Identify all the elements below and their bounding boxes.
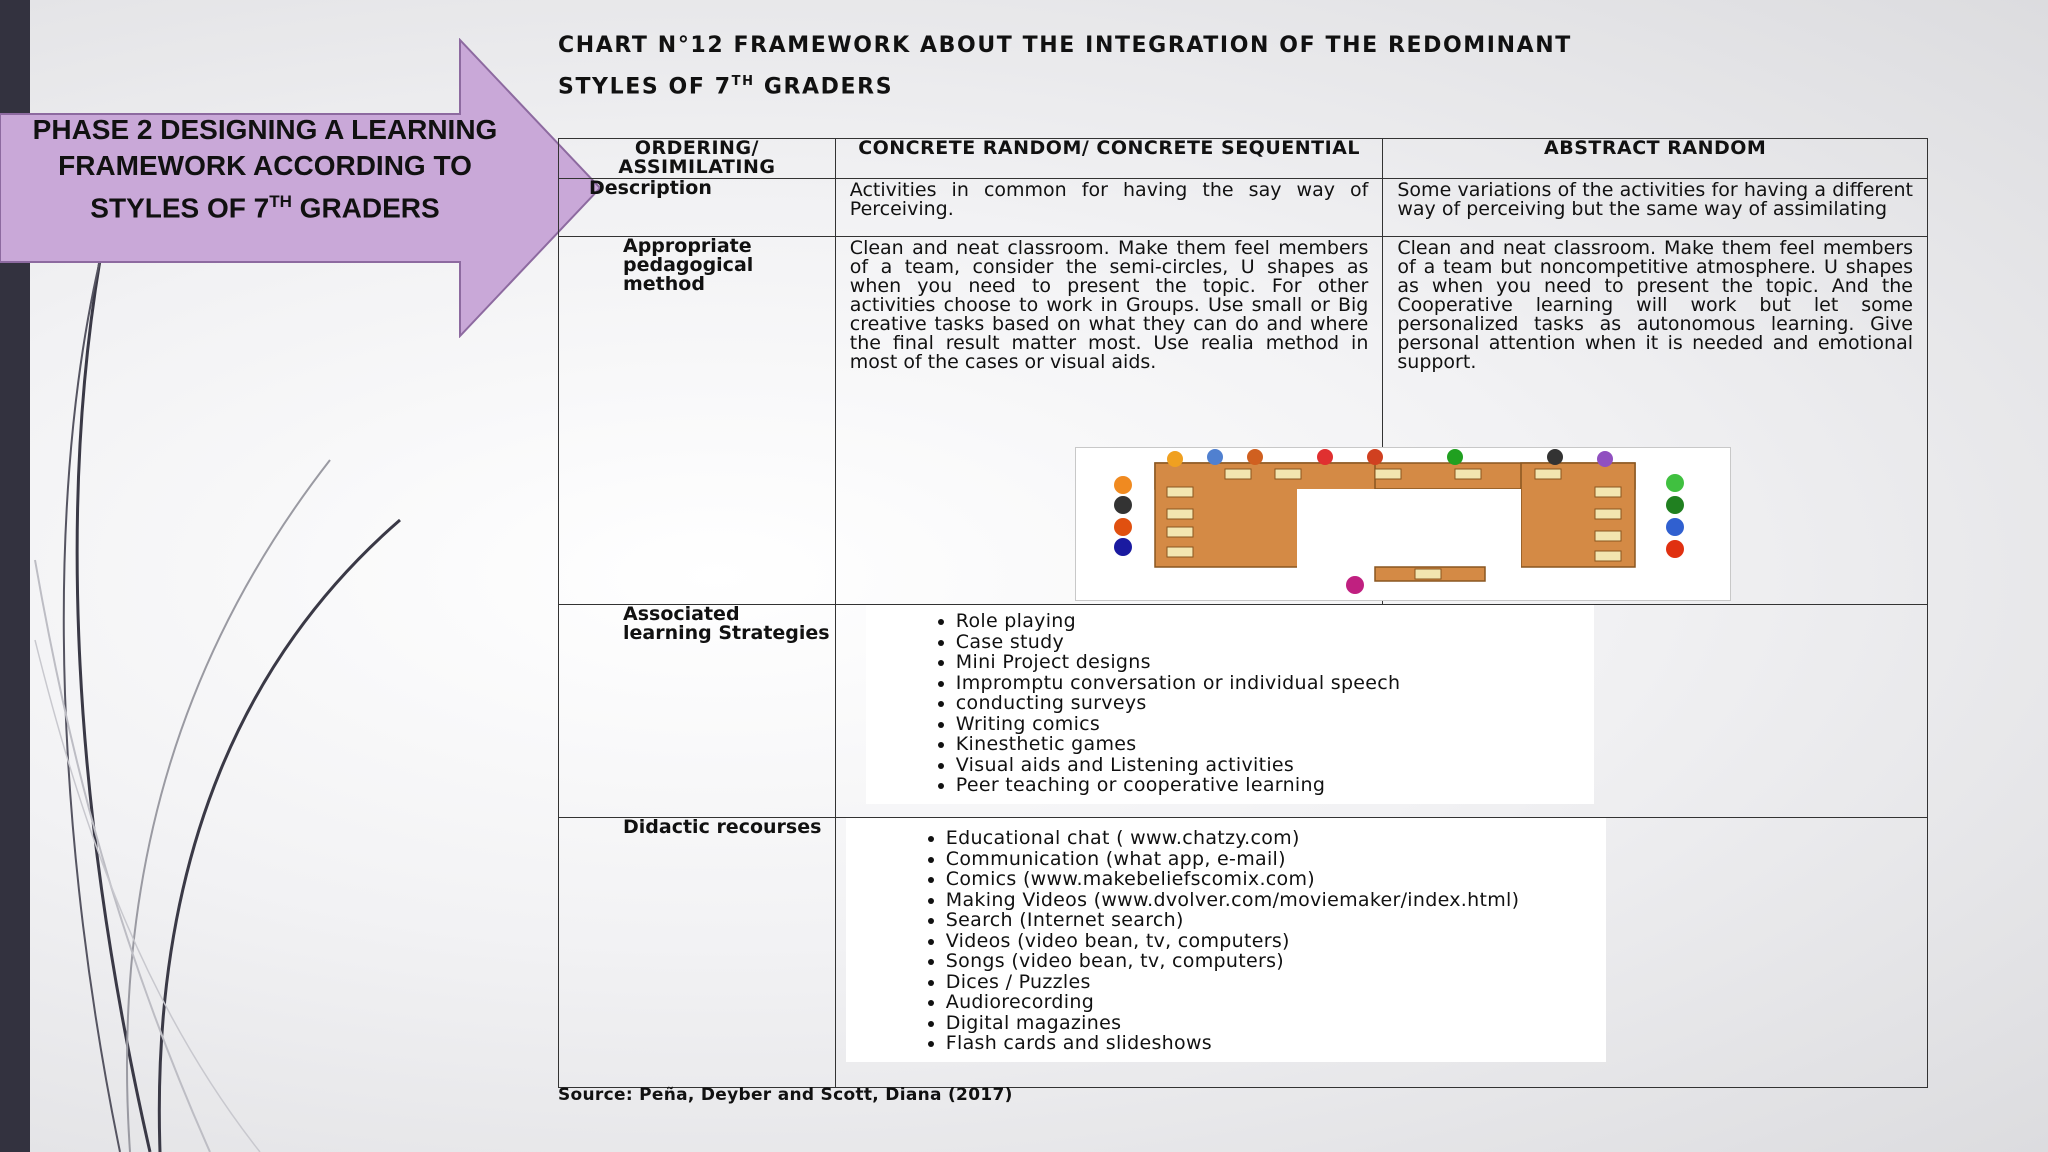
strategies-item: • conducting surveys: [956, 693, 1594, 714]
strategies-item: • Peer teaching or cooperative learning: [956, 775, 1594, 796]
chart-title: [558, 28, 1928, 105]
table-row-resources: [559, 818, 1928, 1088]
banner-line-2: FRAMEWORK ACCORDING TO: [58, 150, 472, 181]
strategies-item: • Impromptu conversation or individual speech: [956, 673, 1594, 694]
method-concrete-text: Clean and neat classroom. Make them feel members of a team, consider the semi-circles, U shapes as when you need to present the topic. For other activities choose to work in Groups. Use small or Big creative tasks based on what they can do and where the final result matter most. Use realia method in most of the cases or visual aids.: [849, 237, 1369, 373]
strategies-item: • Case study: [956, 632, 1594, 653]
row-label-strategies: Associated learning Strategies: [559, 605, 836, 818]
description-concrete: Activities in common for having the say way of Perceiving.: [835, 179, 1383, 237]
banner-line-1: PHASE 2 DESIGNING A LEARNING: [32, 114, 498, 145]
resources-item: • Making Videos (www.dvolver.com/moviemaker/index.html): [946, 890, 1606, 911]
strategies-item: • Kinesthetic games: [956, 734, 1594, 755]
header-concrete: CONCRETE RANDOM/ CONCRETE SEQUENTIAL: [835, 139, 1383, 179]
resources-item: • Videos (video bean, tv, computers): [946, 931, 1606, 952]
resources-item: • Dices / Puzzles: [946, 972, 1606, 993]
classroom-u-shape-illustration: [1075, 447, 1731, 601]
resources-item: • Audiorecording: [946, 992, 1606, 1013]
phase-banner-text: [0, 112, 530, 226]
row-label-resources: Didactic recourses: [559, 818, 836, 1088]
resources-item: • Digital magazines: [946, 1013, 1606, 1034]
row-label-method: Appropriate pedagogical method: [559, 237, 836, 605]
source-citation: Source: Peña, Deyber and Scott, Diana (2017): [558, 1085, 1013, 1105]
row-label-description: Description: [559, 179, 836, 237]
resources-item: • Comics (www.makebeliefscomix.com): [946, 869, 1606, 890]
resources-list: [846, 818, 1606, 1062]
table-row-strategies: [559, 605, 1928, 818]
framework-table: [558, 138, 1928, 1088]
strategies-item: • Mini Project designs: [956, 652, 1594, 673]
strategies-item: • Writing comics: [956, 714, 1594, 735]
header-abstract-random: ABSTRACT RANDOM: [1383, 139, 1928, 179]
strategies-cell: [835, 605, 1927, 818]
chart-title-line-1: CHART N°12 FRAMEWORK ABOUT THE INTEGRATION OF THE REDOMINANT: [558, 33, 1572, 58]
strategies-list-box: [866, 605, 1594, 804]
header-ordering-assimilating: ORDERING/ ASSIMILATING: [559, 139, 836, 179]
method-abstract: Clean and neat classroom. Make them feel members of a team but noncompetitive atmosphere. U shapes as when you need to present the topic. And the Cooperative learning will work but let some personalized tasks as autonomous learning. Give personal attention when it is needed and emotional support.: [1383, 237, 1928, 605]
description-abstract: Some variations of the activities for having a different way of perceiving but the same way of assimilating: [1383, 179, 1928, 237]
strategies-item: • Role playing: [956, 611, 1594, 632]
chart-title-line-2: STYLES OF 7TH GRADERS: [558, 74, 894, 100]
strategies-item: • Visual aids and Listening activities: [956, 755, 1594, 776]
resources-item: • Flash cards and slideshows: [946, 1033, 1606, 1054]
resources-cell: [835, 818, 1927, 1088]
resources-list-box: [846, 818, 1606, 1062]
resources-item: • Songs (video bean, tv, computers): [946, 951, 1606, 972]
table-header-row: [559, 139, 1928, 179]
banner-line-3: STYLES OF 7TH GRADERS: [90, 192, 440, 224]
table-row-description: [559, 179, 1928, 237]
resources-item: • Search (Internet search): [946, 910, 1606, 931]
strategies-list: [866, 605, 1594, 804]
resources-item: • Communication (what app, e-mail): [946, 849, 1606, 870]
resources-item: • Educational chat ( www.chatzy.com): [946, 828, 1606, 849]
